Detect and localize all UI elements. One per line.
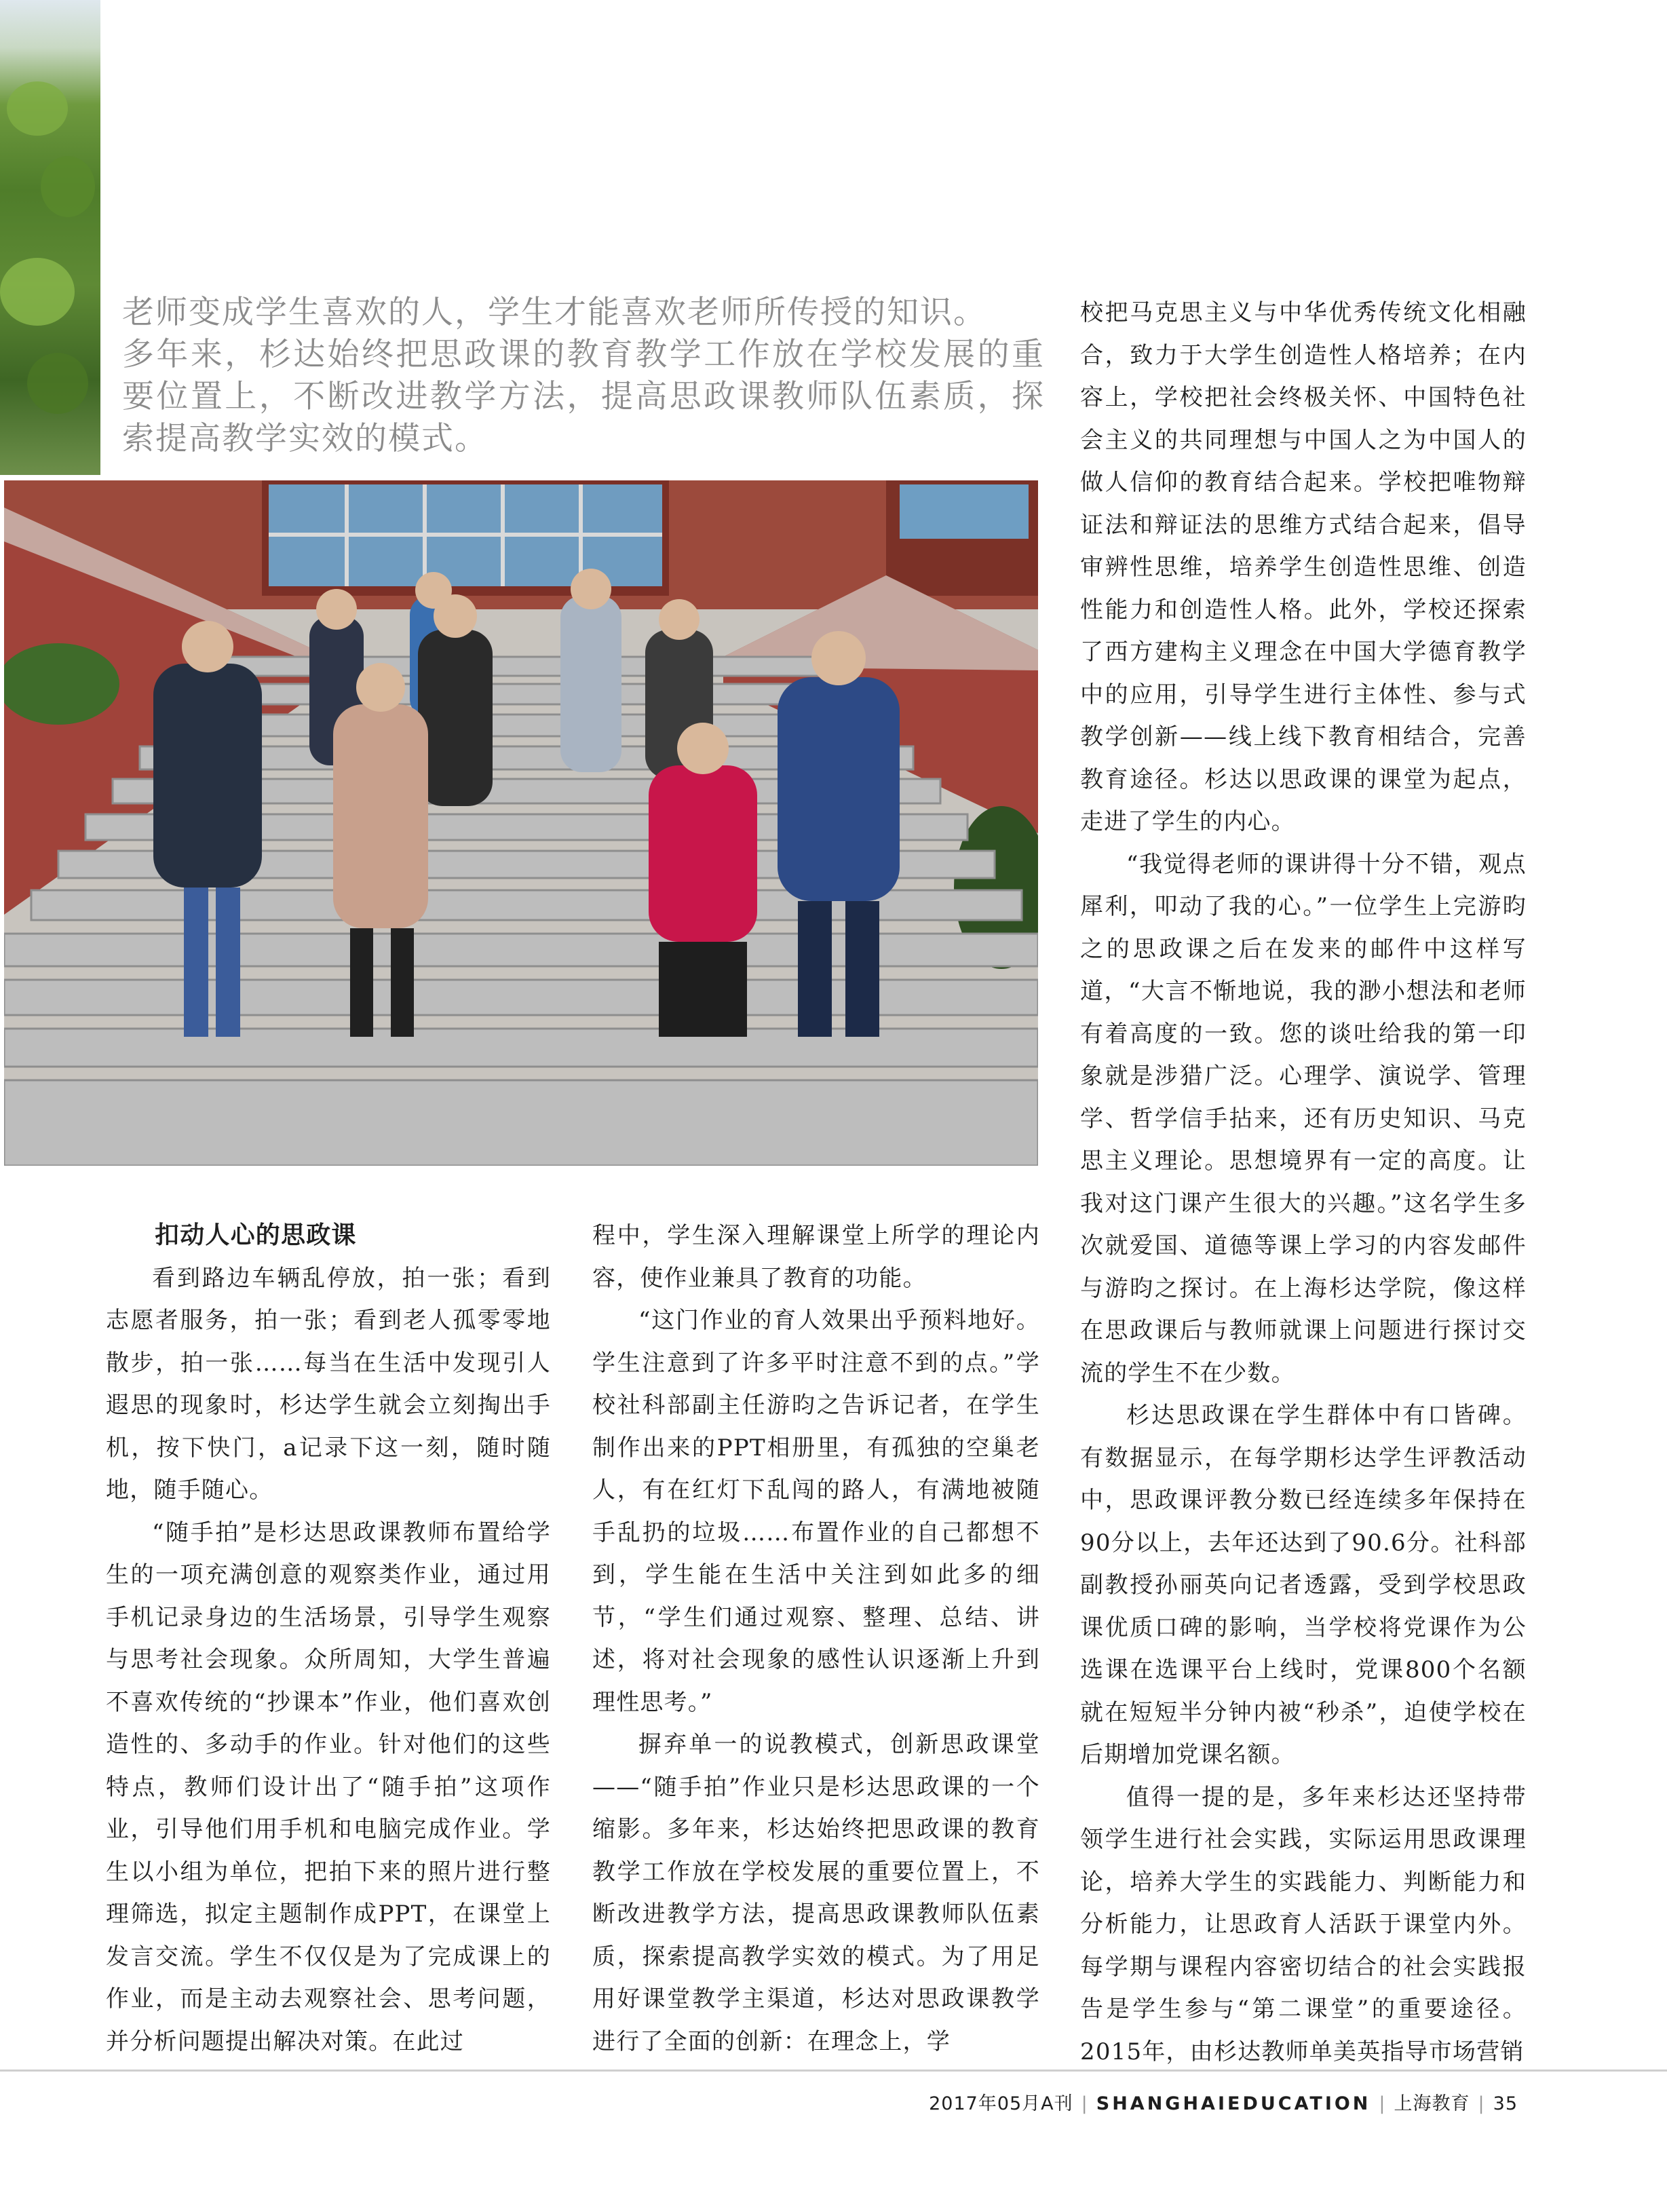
- col3-paragraph: 校把马克思主义与中华优秀传统文化相融合，致力于大学生创造性人格培养；在内容上，学校把社会终极关怀、中国特色社会主义的共同理想与中国人之为中国人的做人信仰的教育结合起来。学校把唯物辩证法和辩证法的思维方式结合起来，倡导审辨性思维，培养学生创造性思维、创造性能力和创造性人格。此外，学校还探索了西方建构主义理念在中国大学德育教学中的应用，引导学生进行主体性、参与式教学创新——线上线下教育相结合，完善教育途径。杉达以思政课的课堂为起点，走进了学生的内心。: [1080, 299, 1527, 835]
- section-heading: 扣动人心的思政课: [155, 1221, 357, 1249]
- footer-rule: [0, 2070, 1667, 2072]
- article-column-1: [106, 1215, 551, 2063]
- top-left-tree-photo: [0, 0, 100, 475]
- col3-paragraph: 杉达思政课在学生群体中有口皆碑。有数据显示，在每学期杉达学生评教活动中，思政课评教分数已经连续多年保持在90分以上，去年还达到了90.6分。社科部副教授孙丽英向记者透露，受到学校思政课优质口碑的影响，当学校将党课作为公选课在选课平台上线时，党课800个名额就在短短半分钟内被“秒杀”，迫使学校在后期增加党课名额。: [1080, 1402, 1527, 1768]
- col1-paragraph: 看到路边车辆乱停放，拍一张；看到志愿者服务，拍一张；看到老人孤零零地散步，拍一张……每当在生活中发现引人遐思的现象时，杉达学生就会立刻掏出手机，按下快门，a记录下这一刻，随时随地，随手随心。: [106, 1264, 551, 1504]
- footer-magazine-cn: 上海教育: [1394, 2093, 1470, 2114]
- col3-paragraph: 值得一提的是，多年来杉达还坚持带领学生进行社会实践，实际运用思政课理论，培养大学生的实践能力、判断能力和分析能力，让思政育人活跃于课堂内外。每学期与课程内容密切结合的社会实践报告是学生参与“第二课堂”的重要途径。2015年，由杉达教师单美英指导市场营销: [1080, 1783, 1527, 2065]
- col1-paragraph: “随手拍”是杉达思政课教师布置给学生的一项充满创意的观察类作业，通过用手机记录身边的生活场景，引导学生观察与思考社会现象。众所周知，大学生普遍不喜欢传统的“抄课本”作业，他们喜欢创造性的、多动手的作业。针对他们的这些特点，教师们设计出了“随手拍”这项作业，引导他们用手机和电脑完成作业。学生以小组为单位，把拍下来的照片进行整理筛选，拟定主题制作成PPT，在课堂上发言交流。学生不仅仅是为了完成课上的作业，而是主动去观察社会、思考问题，并分析问题提出解决对策。在此过: [106, 1519, 551, 2055]
- page-number: 35: [1493, 2093, 1518, 2114]
- top-blank-area: [100, 0, 1667, 292]
- page-footer: 2017年05月A刊 | SHANGHAIEDUCATION | 上海教育 | 35: [929, 2093, 1518, 2114]
- lead-paragraph: [122, 292, 1045, 460]
- lead-line-2: 多年来，杉达始终把思政课的教育教学工作放在学校发展的重要位置上，不断改进教学方法，提高思政课教师队伍素质，探索提高教学实效的模式。: [122, 336, 1045, 457]
- article-column-3: [1080, 292, 1527, 2073]
- lead-line-1: 老师变成学生喜欢的人，学生才能喜欢老师所传授的知识。: [122, 294, 986, 331]
- group-photo-illustration: [4, 480, 1038, 1166]
- col2-paragraph: 摒弃单一的说教模式，创新思政课堂——“随手拍”作业只是杉达思政课的一个缩影。多年来，杉达始终把思政课的教育教学工作放在学校发展的重要位置上，不断改进教学方法，提高思政课教师队伍素质，探索提高教学实效的模式。为了用足用好课堂教学主渠道，杉达对思政课教学进行了全面的创新：在理念上，学: [592, 1731, 1040, 2055]
- col3-paragraph: “我觉得老师的课讲得十分不错，观点犀利，叩动了我的心。”一位学生上完游昀之的思政课之后在发来的邮件中这样写道，“大言不惭地说，我的渺小想法和老师有着高度的一致。您的谈吐给我的第一印象就是涉猎广泛。心理学、演说学、管理学、哲学信手拈来，还有历史知识、马克思主义理论。思想境界有一定的高度。让我对这门课产生很大的兴趣。”这名学生多次就爱国、道德等课上学习的内容发邮件与游昀之探讨。在上海杉达学院，像这样在思政课后与教师就课上问题进行探讨交流的学生不在少数。: [1080, 850, 1527, 1387]
- col2-paragraph: “这门作业的育人效果出乎预料地好。学生注意到了许多平时注意不到的点。”学校社科部副主任游昀之告诉记者，在学生制作出来的PPT相册里，有孤独的空巢老人，有在红灯下乱闯的路人，有满地被随手乱扔的垃圾……布置作业的自己都想不到，学生能在生活中关注到如此多的细节，“学生们通过观察、整理、总结、讲述，将对社会现象的感性认识逐渐上升到理性思考。”: [592, 1307, 1040, 1716]
- group-photo: [4, 480, 1038, 1166]
- article-column-2: [592, 1215, 1040, 2063]
- footer-magazine-en: SHANGHAIEDUCATION: [1096, 2093, 1371, 2114]
- col2-paragraph: 程中，学生深入理解课堂上所学的理论内容，使作业兼具了教育的功能。: [592, 1222, 1040, 1292]
- footer-issue: 2017年05月A刊: [929, 2093, 1073, 2114]
